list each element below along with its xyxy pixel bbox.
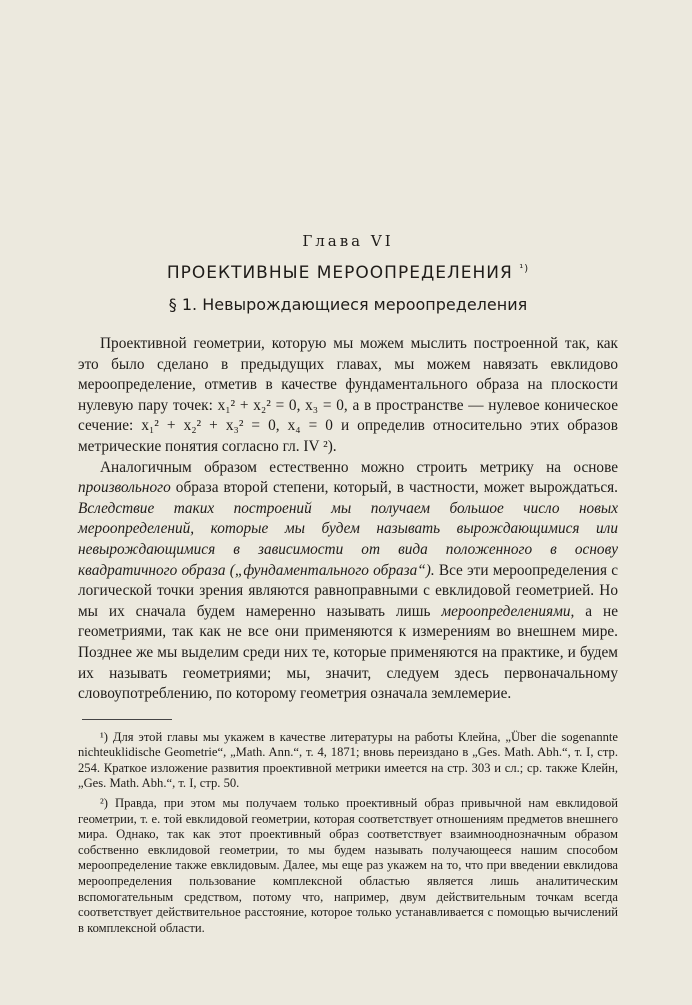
text-column <box>78 232 618 936</box>
p2-italic-metrics: мероопределениями, <box>441 602 575 620</box>
section-heading: § 1. Невырождающиеся мероопределения <box>168 295 528 314</box>
footnote-2: ²) Правда, при этом мы получаем только проективный образ привычной нам евклидовой геометрии, т. е. той евклидовой геометрии, которая соответствует отношениям предметов внешнего мира. Однако, так как этот проективный образ соответствует взаимнооднозначным образом собственно евклидовой геометрии, то мы будем называть получающееся нашим способом мероопределение также евклидовым. Далее, мы еще раз укажем на то, что при введении евклидова мероопределения пользование комплексной областью является лишь аналитическим вспомогательным средством, потому что, например, двум действительным точкам всегда соответствует действительное расстояние, которое только устанавливается с помощью вычислений в комплексной области. <box>78 796 618 935</box>
chapter-heading: Глава VI <box>302 232 394 250</box>
footnotes <box>78 730 618 937</box>
p2-part-g: а не геометриями, так как не все они применяются к измерениям во внешнем мире. Позднее же мы выделим среди них те, которые применяются на практике, и будем их называть геометриями; мы, значит, следуем здесь первоначальному словоупотреблению, по которому геометрия означала землемерие. <box>78 602 618 703</box>
p2-italic-definition: Вследствие таких построений мы получаем большое число новых мероопределений, которые мы будем называть вырождающимися или невырождающимися в зависимости от вида положенного в основу квадратичного образа („фундаментального образа“). <box>78 499 618 579</box>
chapter-title <box>78 263 618 283</box>
chapter-title-text: ПРОЕКТИВНЫЕ МЕРООПРЕДЕЛЕНИЯ <box>166 263 513 283</box>
title-footnote-marker: ¹) <box>519 263 530 275</box>
paragraph-2 <box>78 458 618 705</box>
p2-part-a: Аналогичным образом естественно можно строить метрику на основе <box>100 458 618 476</box>
paragraph-1: Проективной геометрии, которую мы можем мыслить построенной так, как это было сделано в предыдущих главах, мы можем навязать евклидово мероопределение, отметив в качестве фундаментального образа на плоскости нулевую пару точек: x₁² + x₂² = 0, x₃ = 0, а в пространстве — нулевое коническое сечение: x₁² + x₂² + x₃² = 0, x₄ = 0 и определив относительно этих образов метрические понятия согласно гл. IV ²). <box>78 335 618 455</box>
footnote-divider <box>82 719 172 720</box>
footnote-1: ¹) Для этой главы мы укажем в качестве литературы на работы Клейна, „Über die sogenannte nichteuklidische Geometrie“, „Math. Ann.“, т. 4, 1871; вновь переиздано в „Ges. Math. Abh.“, т. I, стр. 254. Краткое изложение развития проективной метрики имеется на стр. 303 и сл.; ср. также Клейн, „Ges. Math. Abh.“, т. I, стр. 50. <box>78 729 618 791</box>
p2-part-e: Все эти мероопределения с логической точки зрения являются равноправными с евклидовой геометрией. Но мы их сначала будем намеренно называть лишь <box>78 561 618 620</box>
p2-italic-arbitrary: произвольного <box>78 479 171 497</box>
p2-part-c: образа второй степени, который, в частности, может вырождаться. <box>170 479 618 497</box>
body-text <box>78 334 618 705</box>
